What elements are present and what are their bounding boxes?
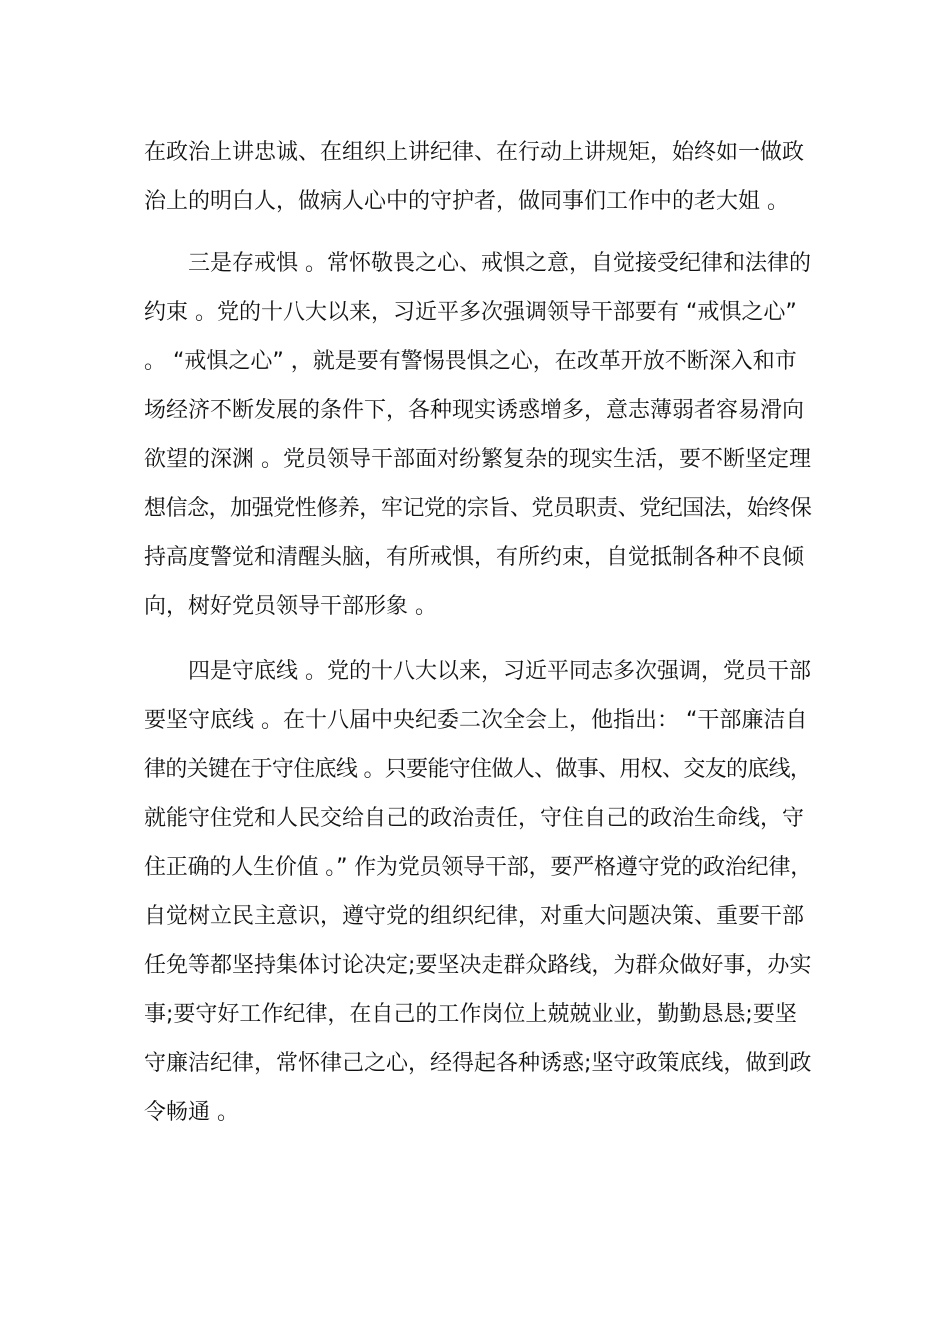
paragraph-3-line-5: 住正确的人生价值 。” 作为党员领导干部，要严格遵守党的政治纪律， [144, 855, 813, 880]
paragraph-2-line-5: 欲望的深渊 。党员领导干部面对纷繁复杂的现实生活，要不断坚定理 [144, 447, 811, 472]
paragraph-2-line-6: 想信念，加强党性修养，牢记党的宗旨、党员职责、党纪国法，始终保 [144, 496, 812, 521]
paragraph-3-line-9: 守廉洁纪律，常怀律己之心，经得起各种诱惑;坚守政策底线，做到政 [144, 1051, 812, 1076]
paragraph-3-line-10: 令畅通 。 [144, 1100, 239, 1125]
paragraph-2-line-3: 。 “戒惧之心” ，就是要有警惕畏惧之心，在改革开放不断深入和市 [144, 349, 797, 374]
paragraph-2-line-8: 向，树好党员领导干部形象 。 [144, 594, 437, 619]
paragraph-2-line-1: 三是存戒惧 。常怀敬畏之心、戒惧之意，自觉接受纪律和法律的 [188, 251, 811, 276]
paragraph-3-line-6: 自觉树立民主意识，遵守党的组织纪律，对重大问题决策、重要干部 [144, 904, 805, 929]
paragraph-3-line-2: 要坚守底线 。在十八届中央纪委二次全会上，他指出： “干部廉洁自 [144, 708, 808, 733]
paragraph-3-line-4: 就能守住党和人民交给自己的政治责任，守住自己的政治生命线，守 [144, 806, 805, 831]
paragraph-3-line-1: 四是守底线 。党的十八大以来，习近平同志多次强调，党员干部 [188, 659, 811, 684]
paragraph-3-line-3: 律的关键在于守住底线 。只要能守住做人、做事、用权、交友的底线， [144, 757, 812, 782]
paragraph-2-line-2: 约束 。党的十八大以来，习近平多次强调领导干部要有 “戒惧之心” [144, 300, 797, 325]
paragraph-3-line-7: 任免等都坚持集体讨论决定;要坚决走群众路线，为群众做好事，办实 [144, 953, 812, 978]
paragraph-2-line-4: 场经济不断发展的条件下，各种现实诱惑增多，意志薄弱者容易滑向 [144, 398, 805, 423]
paragraph-3-line-8: 事;要守好工作纪律，在自己的工作岗位上兢兢业业，勤勤恳恳;要坚 [144, 1002, 797, 1027]
paragraph-2-line-7: 持高度警觉和清醒头脑，有所戒惧，有所约束，自觉抵制各种不良倾 [144, 545, 805, 570]
paragraph-1-line-2: 治上的明白人，做病人心中的守护者，做同事们工作中的老大姐 。 [144, 189, 789, 214]
paragraph-1-line-1: 在政治上讲忠诚、在组织上讲纪律、在行动上讲规矩，始终如一做政 [144, 140, 805, 165]
